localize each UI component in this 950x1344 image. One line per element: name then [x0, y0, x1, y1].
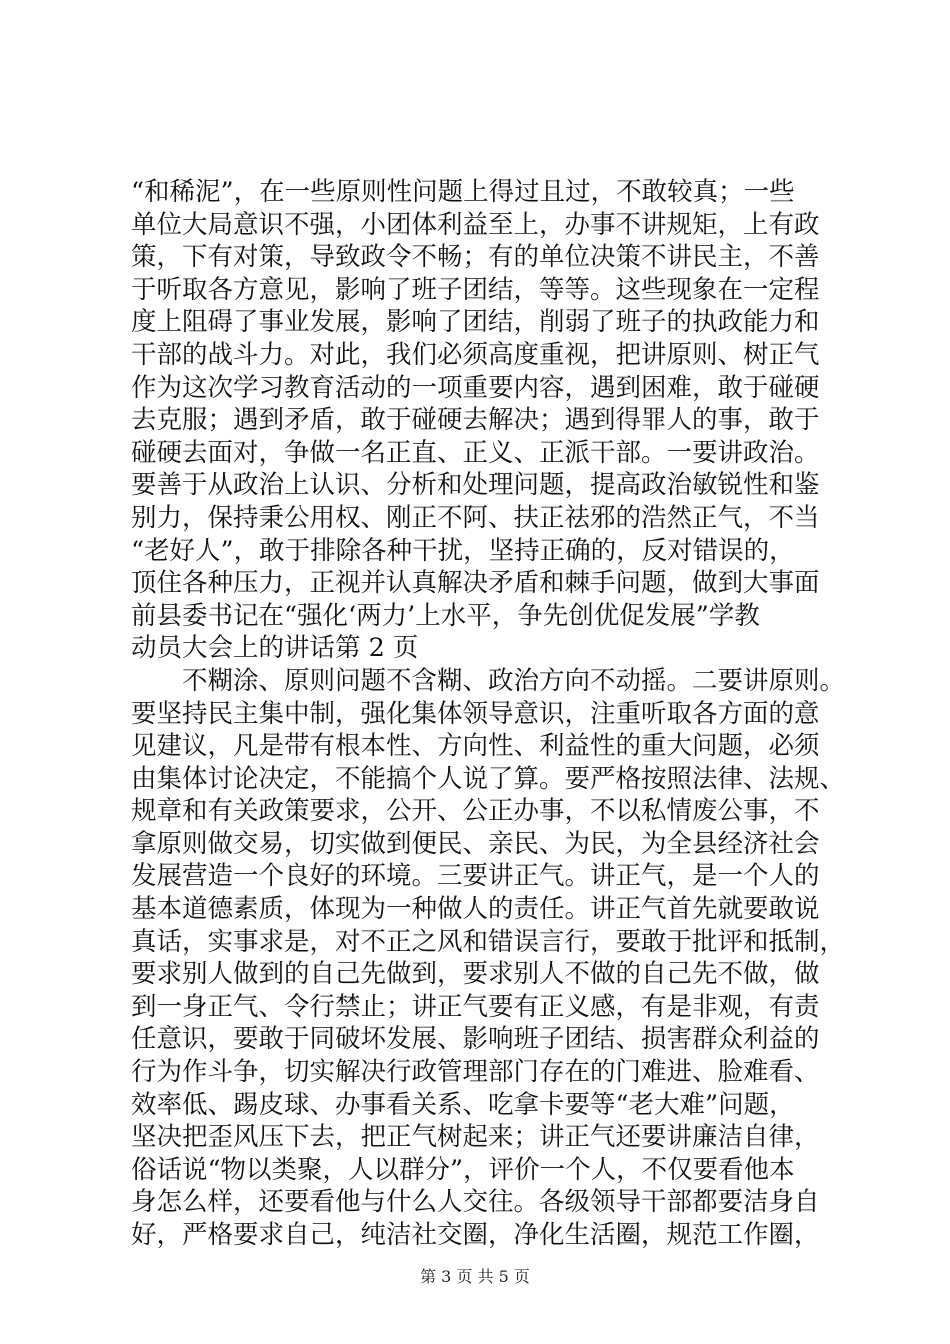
- page-footer: [0, 1267, 950, 1287]
- text-line: 策，下有对策，导致政令不畅；有的单位决策不讲民主，不善: [131, 242, 820, 273]
- text-line: “和稀泥”，在一些原则性问题上得过且过，不敢较真；一些: [131, 177, 795, 207]
- text-line: 顶住各种压力，正视并认真解决矛盾和棘手问题，做到大事面: [131, 568, 820, 599]
- text-line: 动员大会上的讲话第 2 页: [131, 633, 419, 664]
- text-line: 到一身正气、令行禁止；讲正气要有正义感，有是非观，有责: [131, 991, 820, 1022]
- text-line: 基本道德素质，体现为一种做人的责任。讲正气首先就要敢说: [131, 894, 820, 925]
- text-line: 发展营造一个良好的环境。三要讲正气。讲正气，是一个人的: [131, 861, 820, 892]
- paragraph-start-line: 不糊涂、原则问题不含糊、政治方向不动摇。二要讲原则。: [182, 665, 846, 696]
- text-line: 于听取各方意见，影响了班子团结，等等。这些现象在一定程: [131, 274, 820, 305]
- text-line: 坚决把歪风压下去，把正气树起来；讲正气还要讲廉洁自律，: [131, 1122, 820, 1153]
- text-line: 身怎么样，还要看他与什么人交往。各级领导干部都要洁身自: [131, 1187, 820, 1218]
- text-line: 真话，实事求是，对不正之风和错误言行，要敢于批评和抵制，: [131, 926, 846, 957]
- text-line: 行为作斗争，切实解决行政管理部门存在的门难进、脸难看、: [131, 1057, 820, 1088]
- text-line: 规章和有关政策要求，公开、公正办事，不以私情废公事，不: [131, 796, 820, 827]
- page-number: 第 3 页 共 5 页: [420, 1267, 530, 1286]
- text-line: 拿原则做交易，切实做到便民、亲民、为民，为全县经济社会: [131, 828, 820, 859]
- text-line: 前县委书记在“强化‘两力’上水平，争先创优促发展”学教: [131, 600, 760, 631]
- text-line: 要善于从政治上认识、分析和处理问题，提高政治敏锐性和鉴: [131, 470, 820, 501]
- text-line: 由集体讨论决定，不能搞个人说了算。要严格按照法律、法规、: [131, 763, 846, 794]
- text-line: 见建议，凡是带有根本性、方向性、利益性的重大问题，必须: [131, 731, 820, 762]
- text-line: 碰硬去面对，争做一名正直、正义、正派干部。一要讲政治。: [131, 437, 820, 468]
- text-line: 俗话说“物以类聚，人以群分”，评价一个人，不仅要看他本: [131, 1154, 795, 1185]
- text-line: 作为这次学习教育活动的一项重要内容，遇到困难，敢于碰硬: [131, 372, 820, 403]
- text-line: 效率低、踢皮球、办事看关系、吃拿卡要等“老大难”问题，: [131, 1089, 795, 1120]
- text-line: “老好人”，敢于排除各种干扰，坚持正确的，反对错误的，: [131, 535, 795, 566]
- text-line: 别力，保持秉公用权、刚正不阿、扶正祛邪的浩然正气，不当: [131, 502, 820, 533]
- text-line: 任意识，要敢于同破坏发展、影响班子团结、损害群众利益的: [131, 1024, 820, 1055]
- text-line: 好，严格要求自己，纯洁社交圈，净化生活圈，规范工作圈，: [131, 1220, 820, 1250]
- text-line: 单位大局意识不强，小团体利益至上，办事不讲规矩，上有政: [131, 209, 820, 240]
- text-line: 干部的战斗力。对此，我们必须高度重视，把讲原则、树正气: [131, 339, 820, 370]
- body-text: [131, 176, 846, 1252]
- text-line: 去克服；遇到矛盾，敢于碰硬去解决；遇到得罪人的事，敢于: [131, 405, 820, 436]
- text-line: 要坚持民主集中制，强化集体领导意识，注重听取各方面的意: [131, 698, 820, 729]
- text-line: 度上阻碍了事业发展，影响了团结，削弱了班子的执政能力和: [131, 307, 820, 338]
- text-line: 要求别人做到的自己先做到，要求别人不做的自己先不做，做: [131, 959, 820, 990]
